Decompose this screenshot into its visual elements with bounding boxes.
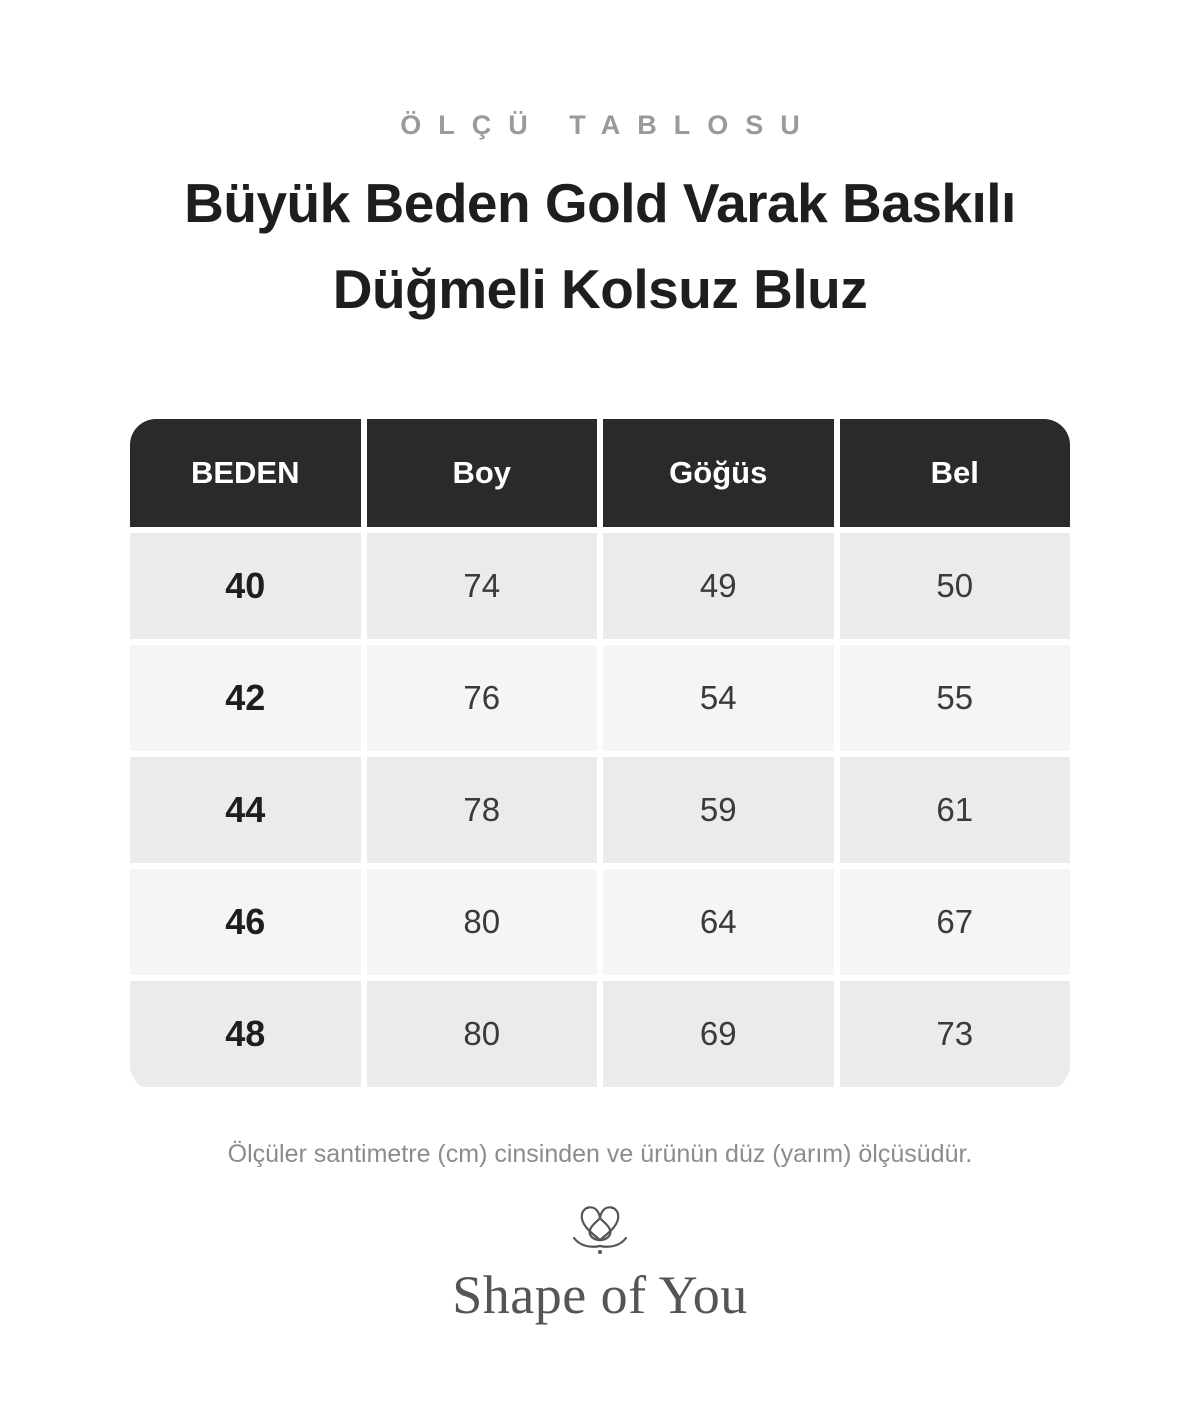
boy-cell: 76 [367, 645, 598, 751]
size-cell: 46 [130, 869, 361, 975]
column-header-boy: Boy [367, 419, 598, 527]
gogus-cell: 59 [603, 757, 834, 863]
boy-cell: 80 [367, 981, 598, 1087]
size-table [130, 419, 1070, 1091]
brand-logo [400, 1200, 800, 1326]
boy-cell: 80 [367, 869, 598, 975]
bel-cell: 55 [840, 645, 1071, 751]
brand-name: Shape of You [452, 1265, 748, 1325]
table-row [130, 869, 1070, 975]
column-header-bel: Bel [840, 419, 1071, 527]
table-row [130, 757, 1070, 863]
double-heart-logo-icon [568, 1200, 632, 1258]
size-cell: 48 [130, 981, 361, 1087]
column-header-gogus: Göğüs [603, 419, 834, 527]
bel-cell: 67 [840, 869, 1071, 975]
size-cell: 40 [130, 533, 361, 639]
gogus-cell: 49 [603, 533, 834, 639]
gogus-cell: 54 [603, 645, 834, 751]
title-line-1: Büyük Beden Gold Varak Baskılı [184, 172, 1016, 234]
size-cell: 42 [130, 645, 361, 751]
measurement-note: Ölçüler santimetre (cm) cinsinden ve ürünün düz (yarım) ölçüsüdür. [227, 1140, 973, 1168]
size-cell: 44 [130, 757, 361, 863]
table-row [130, 533, 1070, 639]
bel-cell: 61 [840, 757, 1071, 863]
page-title [100, 160, 1100, 332]
bel-cell: 50 [840, 533, 1071, 639]
table-row [130, 645, 1070, 751]
gogus-cell: 69 [603, 981, 834, 1087]
eyebrow-label: ÖLÇÜ TABLOSU [400, 110, 817, 140]
bel-cell: 73 [840, 981, 1071, 1087]
size-table-container [130, 419, 1070, 1091]
column-header-beden: BEDEN [130, 419, 361, 527]
gogus-cell: 64 [603, 869, 834, 975]
title-line-2: Düğmeli Kolsuz Bluz [332, 258, 868, 320]
boy-cell: 78 [367, 757, 598, 863]
boy-cell: 74 [367, 533, 598, 639]
table-row [130, 981, 1070, 1087]
table-header-row [130, 419, 1070, 527]
